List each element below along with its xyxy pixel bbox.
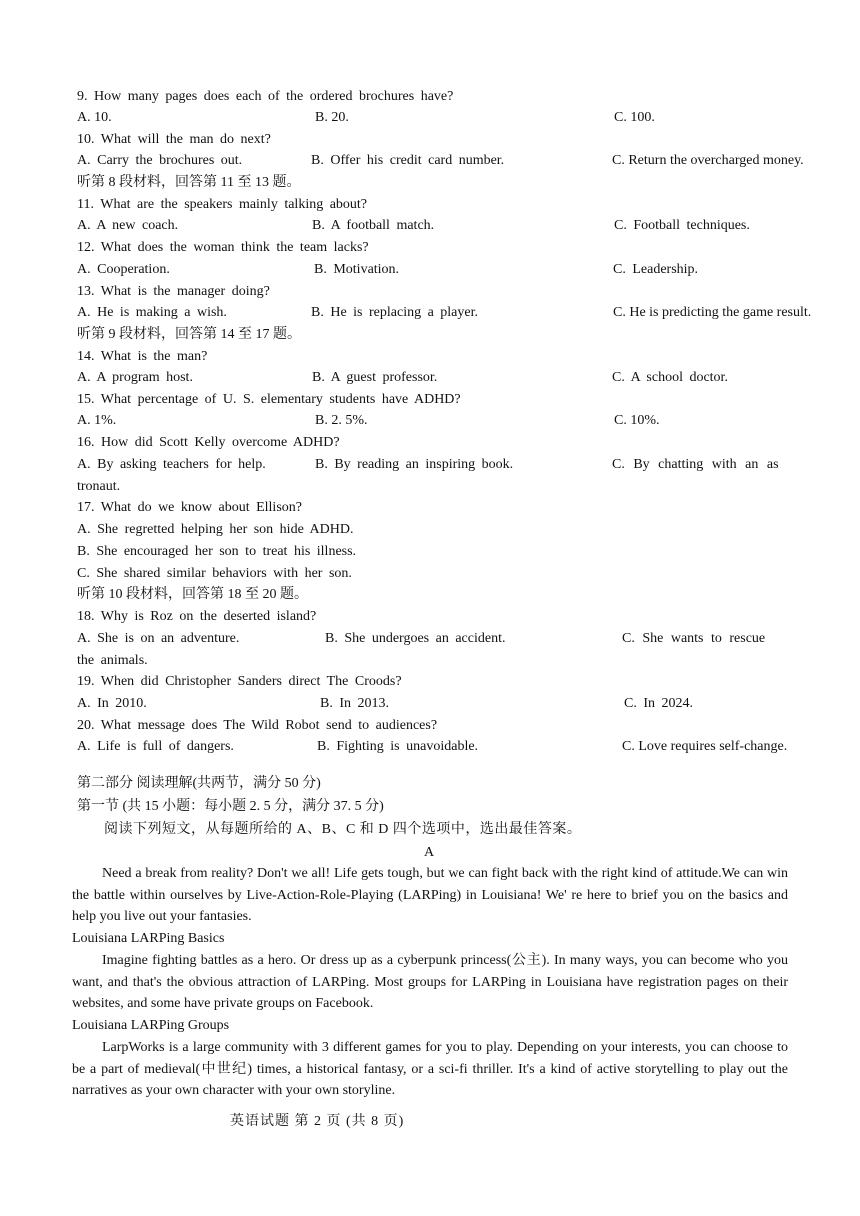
question-9-option-b: B. 20.: [315, 110, 349, 125]
question-20-stem: 20. What message does The Wild Robot send to audiences?: [77, 718, 438, 733]
question-13-option-c: C. He is predicting the game result.: [613, 305, 812, 320]
question-11-stem: 11. What are the speakers mainly talking about?: [77, 197, 368, 212]
question-10-stem: 10. What will the man do next?: [77, 132, 271, 147]
section-heading-basics: Louisiana LARPing Basics: [72, 931, 225, 946]
question-9-stem: 9. How many pages does each of the ordered brochures have?: [77, 89, 454, 104]
question-16-stem: 16. How did Scott Kelly overcome ADHD?: [77, 435, 340, 450]
question-10-option-c: C. Return the overcharged money.: [612, 153, 804, 168]
question-13-option-b: B. He is replacing a player.: [311, 305, 479, 320]
section-heading-groups: Louisiana LARPing Groups: [72, 1018, 230, 1033]
question-14-stem: 14. What is the man?: [77, 349, 208, 364]
question-20-option-b: B. Fighting is unavoidable.: [317, 739, 479, 754]
question-12-option-a: A. Cooperation.: [77, 262, 170, 277]
question-14-option-b: B. A guest professor.: [312, 370, 438, 385]
question-9-option-a: A. 10.: [77, 110, 112, 125]
passage-paragraph-3: LarpWorks is a large community with 3 different games for you to play. Depending on your interests, you can choose to be a part of medieval(中世纪) times, a historical fantasy, or a sci-fi thriller. It's a kind of active storytelling to play out the narratives as your own character with your own storyline.: [72, 1040, 788, 1099]
passage-paragraph-1: Need a break from reality? Don't we all! Life gets tough, but we can fight back with the right kind of attitude.We can win the battle within ourselves by Live-Action-Role-Playing (LARPing) in Louisiana! We' re here to brief you on the basics and help you live out your fantasies.: [72, 866, 788, 925]
question-16-option-c: C. By chatting with an as: [612, 457, 779, 472]
question-15-option-c: C. 10%.: [614, 413, 660, 428]
question-14-option-a: A. A program host.: [77, 370, 193, 385]
question-11-option-c: C. Football techniques.: [614, 218, 750, 233]
question-10-option-a: A. Carry the brochures out.: [77, 153, 243, 168]
question-18-option-c: C. She wants to rescue: [622, 631, 766, 646]
question-17-option-a: A. She regretted helping her son hide ADHD.: [77, 522, 354, 537]
question-11-option-b: B. A football match.: [312, 218, 435, 233]
question-15-option-a: A. 1%.: [77, 413, 117, 428]
section-8-instruction: 听第 8 段材料，回答第 11 至 13 题。: [77, 175, 301, 190]
question-12-stem: 12. What does the woman think the team lacks?: [77, 240, 369, 255]
section-10-instruction: 听第 10 段材料，回答第 18 至 20 题。: [77, 587, 308, 602]
reading-instruction: 阅读下列短文，从每题所给的 A、B、C 和 D 四个选项中，选出最佳答案。: [104, 822, 582, 837]
question-17-option-c: C. She shared similar behaviors with her son.: [77, 566, 352, 581]
question-16-option-a: A. By asking teachers for help.: [77, 457, 266, 472]
question-19-option-b: B. In 2013.: [320, 696, 389, 711]
question-20-option-c: C. Love requires self-change.: [622, 739, 788, 754]
question-18-stem: 18. Why is Roz on the deserted island?: [77, 609, 317, 624]
part-two-title: 第二部分 阅读理解(共两节，满分 50 分): [77, 776, 321, 791]
page-footer: 英语试题 第 2 页 (共 8 页): [230, 1114, 405, 1129]
question-18-option-c-continued: the animals.: [77, 653, 148, 668]
question-20-option-a: A. Life is full of dangers.: [77, 739, 234, 754]
question-10-option-b: B. Offer his credit card number.: [311, 153, 505, 168]
question-18-option-a: A. She is on an adventure.: [77, 631, 240, 646]
question-16-option-b: B. By reading an inspiring book.: [315, 457, 514, 472]
question-14-option-c: C. A school doctor.: [612, 370, 728, 385]
question-12-option-c: C. Leadership.: [613, 262, 699, 277]
question-9-option-c: C. 100.: [614, 110, 655, 125]
question-11-option-a: A. A new coach.: [77, 218, 179, 233]
question-17-option-b: B. She encouraged her son to treat his illness.: [77, 544, 357, 559]
question-15-option-b: B. 2. 5%.: [315, 413, 368, 428]
question-19-stem: 19. When did Christopher Sanders direct The Croods?: [77, 674, 402, 689]
question-19-option-c: C. In 2024.: [624, 696, 693, 711]
question-19-option-a: A. In 2010.: [77, 696, 147, 711]
question-15-stem: 15. What percentage of U. S. elementary students have ADHD?: [77, 392, 461, 407]
section-9-instruction: 听第 9 段材料，回答第 14 至 17 题。: [77, 327, 301, 342]
question-16-option-c-continued: tronaut.: [77, 479, 121, 494]
question-13-option-a: A. He is making a wish.: [77, 305, 227, 320]
question-13-stem: 13. What is the manager doing?: [77, 284, 270, 299]
question-18-option-b: B. She undergoes an accident.: [325, 631, 506, 646]
passage-label: A: [424, 845, 435, 860]
passage-paragraph-2: Imagine fighting battles as a hero. Or dress up as a cyberpunk princess(公主). In many ways, you can become who you want, and that's the obvious attraction of LARPing. Most groups for LARPing in Louisiana have registration pages on their websites, and some have private groups on Facebook.: [72, 953, 788, 1012]
question-17-stem: 17. What do we know about Ellison?: [77, 500, 302, 515]
section-one-title: 第一节 (共 15 小题：每小题 2. 5 分，满分 37. 5 分): [77, 799, 384, 814]
question-12-option-b: B. Motivation.: [314, 262, 400, 277]
